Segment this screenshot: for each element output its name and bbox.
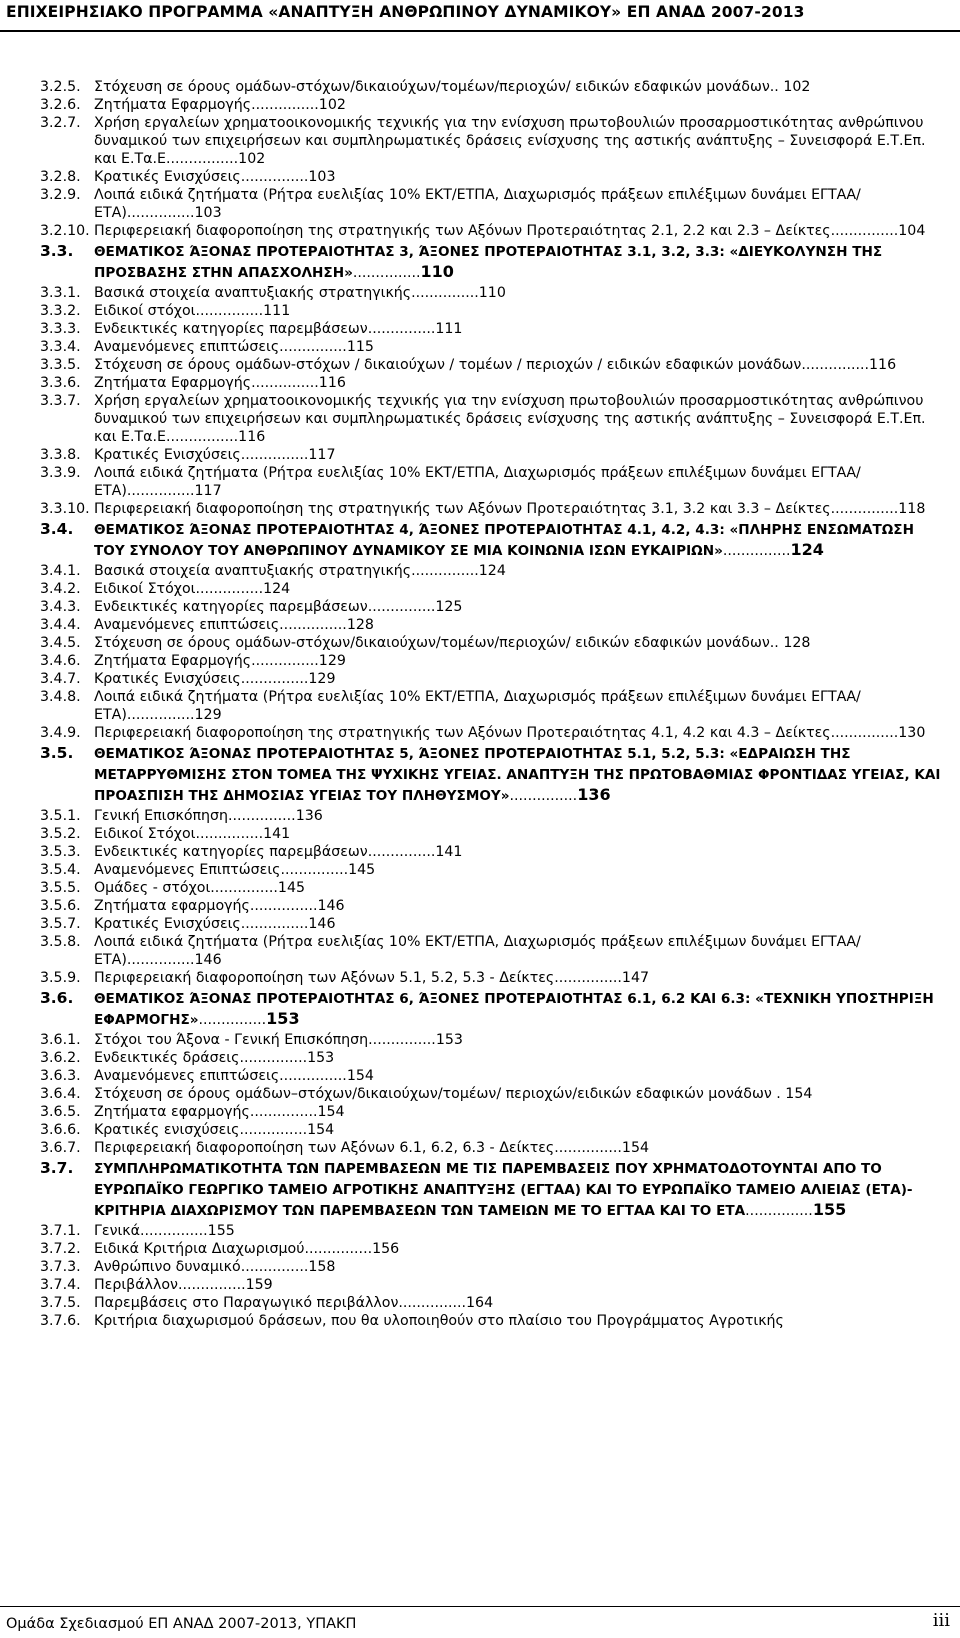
page-footer <box>0 1604 960 1638</box>
toc-title: Στόχοι του Άξονα - Γενική Επισκόπηση <box>94 1032 369 1048</box>
toc-number: 3.5.7. <box>40 916 81 932</box>
toc-page-number: 156 <box>372 1241 400 1257</box>
toc-entry[interactable] <box>0 879 960 897</box>
toc-page-number: 155 <box>812 1200 847 1219</box>
toc-entry[interactable] <box>0 724 960 742</box>
toc-leader: ............... <box>126 952 195 968</box>
toc-entry[interactable] <box>0 688 960 724</box>
page-header <box>0 0 960 33</box>
toc-leader: ............... <box>745 1203 813 1219</box>
toc-page-number: 136 <box>577 785 611 804</box>
toc-page-number: 147 <box>621 970 650 986</box>
toc-title: Κρατικές ενισχύσεις <box>94 1122 240 1138</box>
toc-number: 3.4.7. <box>40 671 81 687</box>
toc-leader: ............... <box>279 1068 347 1084</box>
toc-page-number: 125 <box>435 599 463 615</box>
toc-page-number: 146 <box>308 916 336 932</box>
toc-leader: ............... <box>240 169 309 185</box>
toc-number: 3.7.6. <box>40 1313 81 1329</box>
toc-title: Ενδεικτικές κατηγορίες παρεμβάσεων <box>94 844 368 860</box>
toc-entry[interactable] <box>0 1312 960 1330</box>
toc-title: Ενδεικτικές κατηγορίες παρεμβάσεων <box>94 321 368 337</box>
toc-page-number: 116 <box>869 357 897 373</box>
toc-leader: ............... <box>195 581 264 597</box>
toc-title: Ενδεικτικές κατηγορίες παρεμβάσεων <box>94 599 368 615</box>
toc-number: 3.3.2. <box>40 303 81 319</box>
toc-title: Λοιπά ειδικά ζητήματα (Ρήτρα ευελιξίας 10% ΕΚΤ/ΕΤΠΑ, Διαχωρισμός πράξεων επιλέξιμων δυνάμει ΕΓΤΑΑ/ ΕΤΑ) <box>94 934 861 968</box>
toc-section[interactable] <box>0 520 960 562</box>
toc-entry[interactable] <box>0 356 960 374</box>
toc-number: 3.2.10. <box>40 223 90 239</box>
toc-title: Περιβάλλον <box>94 1277 178 1293</box>
toc-title: Αναμενόμενες επιπτώσεις <box>94 339 280 355</box>
toc-entry[interactable] <box>0 933 960 969</box>
toc-number: 3.4.1. <box>40 563 81 579</box>
toc-leader: ............... <box>352 265 421 281</box>
toc-number: 3.7.1. <box>40 1223 81 1239</box>
toc-leader: ............... <box>509 788 578 804</box>
toc-page-number: 154 <box>346 1068 374 1084</box>
toc-page-number: 110 <box>420 262 454 281</box>
toc-number: 3.3.7. <box>40 393 81 409</box>
toc-page-number: 153 <box>266 1009 300 1028</box>
toc-entry[interactable] <box>0 302 960 320</box>
toc-section[interactable] <box>0 1159 960 1222</box>
toc-section-title: ΘΕΜΑΤΙΚΟΣ ΆΞΟΝΑΣ ΠΡΟΤΕΡΑΙΟΤΗΤΑΣ 6, ΆΞΟΝΕΣ ΠΡΟΤΕΡΑΙΟΤΗΤΑΣ 6.1, 6.2 ΚΑΙ 6.3: «ΤΕΧΝΙΚΗ ΥΠΟΣΤΗΡΙΞΗ ΕΦΑΡΜΟΓΗΣ» <box>94 991 934 1028</box>
toc-leader: ............... <box>249 898 318 914</box>
toc-entry[interactable] <box>0 1049 960 1067</box>
toc-page-number: 115 <box>346 339 374 355</box>
toc-title: Χρήση εργαλείων χρηματοοικονομικής τεχνικής για την ενίσχυση πρωτοβουλιών προσαρμοστικότητας ανθρώπινου δυναμικού των επιχειρήσεων και συμπληρωματικές δράσεις ενίσχυσης της αστικής ανάπτυξης – Συνεισφορά Ε.Τ.Επ. και Ε.Τα.Ε. <box>94 115 926 167</box>
toc-title: Περιφερειακή διαφοροποίηση των Αξόνων 5.1, 5.2, 5.3 - Δείκτες <box>94 970 555 986</box>
toc-page-number: 130 <box>898 725 926 741</box>
toc-page-number: 158 <box>308 1259 336 1275</box>
toc-section-title: ΘΕΜΑΤΙΚΟΣ ΆΞΟΝΑΣ ΠΡΟΤΕΡΑΙΟΤΗΤΑΣ 4, ΆΞΟΝΕΣ ΠΡΟΤΕΡΑΙΟΤΗΤΑΣ 4.1, 4.2, 4.3: «ΠΛΗΡΗΣ ΕΝΣΩΜΑΤΩΣΗ ΤΟΥ ΣΥΝΟΛΟΥ ΤΟΥ ΑΝΘΡΩΠΙΝΟΥ ΔΥΝΑΜΙΚΟΥ ΣΕ ΜΙΑ ΚΟΙΝΩΝΙΑ ΙΣΩΝ ΕΥΚΑΙΡΙΩΝ» <box>94 522 914 559</box>
toc-leader: ............... <box>240 671 309 687</box>
toc-title: Ζητήματα Εφαρμογής <box>94 653 252 669</box>
toc-page-number: 141 <box>263 826 291 842</box>
toc-number: 3.2.9. <box>40 187 81 203</box>
toc-entry[interactable] <box>0 825 960 843</box>
toc-entry[interactable] <box>0 1067 960 1085</box>
toc-entry[interactable] <box>0 1276 960 1294</box>
toc-leader: ............... <box>722 543 791 559</box>
toc-page-number: 111 <box>435 321 463 337</box>
toc-number: 3.6.3. <box>40 1068 81 1084</box>
toc-page-number: 116 <box>238 429 266 445</box>
toc-page-number: 104 <box>898 223 926 239</box>
toc-leader: ............... <box>249 1104 318 1120</box>
toc-title: Λοιπά ειδικά ζητήματα (Ρήτρα ευελιξίας 10% ΕΚΤ/ΕΤΠΑ, Διαχωρισμός πράξεων επιλέξιμων δυνάμει ΕΓΤΑΑ/ΕΤΑ) <box>94 465 861 499</box>
toc-page-number: 124 <box>790 540 824 559</box>
toc-page-number: 102 <box>238 151 266 167</box>
toc-leader: ............... <box>554 970 622 986</box>
toc-entry[interactable] <box>0 338 960 356</box>
toc-entry[interactable] <box>0 1294 960 1312</box>
toc-number: 3.6.2. <box>40 1050 81 1066</box>
toc-title: Παρεμβάσεις στο Παραγωγικό περιβάλλον <box>94 1295 399 1311</box>
toc-number: 3.6.5. <box>40 1104 81 1120</box>
toc-number: 3.4.5. <box>40 635 81 651</box>
toc-entry[interactable] <box>0 464 960 500</box>
toc-leader: ............... <box>240 447 309 463</box>
toc-number: 3.4.4. <box>40 617 81 633</box>
toc-entry[interactable] <box>0 186 960 222</box>
toc-entry[interactable] <box>0 446 960 464</box>
toc-leader: ............... <box>126 483 195 499</box>
toc-entry[interactable] <box>0 1085 960 1103</box>
toc-leader: ............... <box>195 303 264 319</box>
toc-number: 3.7.2. <box>40 1241 81 1257</box>
toc-number: 3.3. <box>40 242 74 260</box>
toc-page-number: 164 <box>466 1295 494 1311</box>
toc-title: Χρήση εργαλείων χρηματοοικονομικής τεχνικής για την ενίσχυση πρωτοβουλιών προσαρμοστικότητας ανθρώπινου δυναμικού των επιχειρήσεων και συμπληρωματικές δράσεις ενίσχυσης της αστικής ανάπτυξης – Συνεισφορά Ε.Τ.Επ. και Ε.Τα.Ε. <box>94 393 926 445</box>
toc-entry[interactable] <box>0 634 960 652</box>
toc-title: Λοιπά ειδικά ζητήματα (Ρήτρα ευελιξίας 10% ΕΚΤ/ΕΤΠΑ, Διαχωρισμός πράξεων επιλέξιμων δυνάμει ΕΓΤΑΑ/ ΕΤΑ) <box>94 689 861 723</box>
toc-page-number: 141 <box>435 844 463 860</box>
toc-title: Αναμενόμενες επιπτώσεις <box>94 617 280 633</box>
toc-number: 3.5.5. <box>40 880 81 896</box>
toc-number: 3.6.4. <box>40 1086 81 1102</box>
toc-entry[interactable] <box>0 1139 960 1157</box>
toc-page-number: 145 <box>277 880 306 896</box>
toc-page-number: 145 <box>348 862 376 878</box>
toc-leader: ............... <box>801 357 870 373</box>
toc-title: Ειδικοί Στόχοι <box>94 826 196 842</box>
toc-page-number: 129 <box>318 653 346 669</box>
toc-entry[interactable] <box>0 96 960 114</box>
toc-leader: ............... <box>251 97 319 113</box>
toc-leader: ............... <box>228 808 296 824</box>
toc-title: Ειδικοί στόχοι <box>94 303 196 319</box>
toc-title: Ζητήματα εφαρμογής <box>94 898 250 914</box>
toc-section-title: ΣΥΜΠΛΗΡΩΜΑΤΙΚΟΤΗΤΑ ΤΩΝ ΠΑΡΕΜΒΑΣΕΩΝ ΜΕ ΤΙΣ ΠΑΡΕΜΒΑΣΕΙΣ ΠΟΥ ΧΡΗΜΑΤΟΔΟΤΟΥΝΤΑΙ ΑΠΟ ΤΟ ΕΥΡΩΠΑΪΚΟ ΓΕΩΡΓΙΚΟ ΤΑΜΕΙΟ ΑΓΡΟΤΙΚΗΣ ΑΝΑΠΤΥΞΗΣ (ΕΓΤΑΑ) ΚΑΙ ΤΟ ΕΥΡΩΠΑΪΚΟ ΤΑΜΕΙΟ ΑΛΙΕΙΑΣ (ΕΤΑ)- ΚΡΙΤΗΡΙΑ ΔΙΑΧΩΡΙΣΜΟΥ ΤΩΝ ΠΑΡΕΜΒΑΣΕΩΝ ΤΩΝ ΤΑΜΕΙΩΝ ΜΕ ΤΟ ΕΓΤΑΑ ΚΑΙ ΤΟ ΕΤΑ <box>94 1161 913 1219</box>
toc-title: Κρατικές Ενισχύσεις <box>94 447 241 463</box>
toc-leader: ............... <box>411 285 479 301</box>
toc-entry[interactable] <box>0 843 960 861</box>
toc-section[interactable] <box>0 989 960 1031</box>
toc-leader: ............... <box>195 826 264 842</box>
toc-title: Κρατικές Ενισχύσεις <box>94 169 241 185</box>
toc-leader: ............... <box>367 321 436 337</box>
toc-number: 3.3.4. <box>40 339 81 355</box>
toc-page-number: 154 <box>307 1122 335 1138</box>
toc-number: 3.3.6. <box>40 375 81 391</box>
toc-section-title: ΘΕΜΑΤΙΚΟΣ ΆΞΟΝΑΣ ΠΡΟΤΕΡΑΙΟΤΗΤΑΣ 3, ΆΞΟΝΕΣ ΠΡΟΤΕΡΑΙΟΤΗΤΑΣ 3.1, 3.2, 3.3: «ΔΙΕΥΚΟΛΥΝΣΗ ΤΗΣ ΠΡΟΣΒΑΣΗΣ ΣΤΗΝ ΑΠΑΣΧΟΛΗΣΗ» <box>94 244 883 281</box>
toc-leader: ............... <box>830 223 899 239</box>
toc-title: Γενικά <box>94 1223 141 1239</box>
toc-leader: ............... <box>240 1259 309 1275</box>
toc-entry[interactable] <box>0 320 960 338</box>
toc-leader: ............... <box>170 151 239 167</box>
toc-title: Αναμενόμενες επιπτώσεις <box>94 1068 280 1084</box>
toc-entry[interactable] <box>0 114 960 168</box>
toc-title: Στόχευση σε όρους ομάδων-στόχων/δικαιούχων/τομέων/περιοχών/ ειδικών εδαφικών μονάδων.. 128 <box>94 635 811 651</box>
toc-number: 3.6.6. <box>40 1122 81 1138</box>
toc-entry[interactable] <box>0 670 960 688</box>
toc-leader: ............... <box>411 563 479 579</box>
toc-section-title: ΘΕΜΑΤΙΚΟΣ ΆΞΟΝΑΣ ΠΡΟΤΕΡΑΙΟΤΗΤΑΣ 5, ΆΞΟΝΕΣ ΠΡΟΤΕΡΑΙΟΤΗΤΑΣ 5.1, 5.2, 5.3: «ΕΔΡΑΙΩΣΗ ΤΗΣ ΜΕΤΑΡΡΥΘΜΙΣΗΣ ΣΤΟΝ ΤΟΜΕΑ ΤΗΣ ΨΥΧΙΚΗΣ ΥΓΕΙΑΣ. ΑΝΑΠΤΥΞΗ ΤΗΣ ΠΡΩΤΟΒΑΘΜΙΑΣ ΦΡΟΝΤΙΔΑΣ ΥΓΕΙΑΣ, ΚΑΙ ΠΡΟΑΣΠΙΣΗ ΤΗΣ ΔΗΜΟΣΙΑΣ ΥΓΕΙΑΣ ΤΟΥ ΠΛΗΘΥΣΜΟΥ» <box>94 746 941 804</box>
toc-title: Γενική Επισκόπηση <box>94 808 229 824</box>
toc-leader: ............... <box>280 862 349 878</box>
toc-title: Λοιπά ειδικά ζητήματα (Ρήτρα ευελιξίας 10% ΕΚΤ/ΕΤΠΑ, Διαχωρισμός πράξεων επιλέξιμων δυνάμει ΕΓΤΑΑ/ΕΤΑ) <box>94 187 861 221</box>
toc-page-number: 111 <box>263 303 291 319</box>
toc-page-number: 118 <box>898 501 926 517</box>
toc-title: Αναμενόμενες Επιπτώσεις <box>94 862 281 878</box>
toc-page-number: 129 <box>308 671 336 687</box>
toc-entry[interactable] <box>0 78 960 96</box>
footer-rule <box>0 1606 960 1607</box>
toc-entry[interactable] <box>0 861 960 879</box>
toc-leader: ............... <box>140 1223 208 1239</box>
toc-leader: ............... <box>830 725 899 741</box>
toc-page-number: 117 <box>194 483 222 499</box>
toc-leader: ............... <box>251 375 319 391</box>
toc-title: Περιφερειακή διαφοροποίηση της στρατηγικής των Αξόνων Προτεραιότητας 4.1, 4.2 και 4.3 – Δείκτες <box>94 725 831 741</box>
toc-number: 3.6.1. <box>40 1032 81 1048</box>
toc-number: 3.6. <box>40 989 74 1007</box>
toc-entry[interactable] <box>0 1121 960 1139</box>
toc-number: 3.7.3. <box>40 1259 81 1275</box>
toc-entry[interactable] <box>0 284 960 302</box>
toc-title: Περιφερειακή διαφοροποίηση των Αξόνων 6.1, 6.2, 6.3 - Δείκτες <box>94 1140 555 1156</box>
toc-number: 3.6.7. <box>40 1140 81 1156</box>
toc-number: 3.5.1. <box>40 808 81 824</box>
toc-number: 3.5.3. <box>40 844 81 860</box>
toc-number: 3.5.8. <box>40 934 81 950</box>
toc-entry[interactable] <box>0 392 960 446</box>
footer-text: Ομάδα Σχεδιασμού ΕΠ ΑΝΑΔ 2007-2013, ΥΠΑΚΠ <box>6 1616 357 1632</box>
toc-entry[interactable] <box>0 562 960 580</box>
toc-page-number: 117 <box>308 447 336 463</box>
toc-entry[interactable] <box>0 500 960 518</box>
toc-section[interactable] <box>0 744 960 807</box>
toc-leader: ............... <box>304 1241 373 1257</box>
toc-entry[interactable] <box>0 616 960 634</box>
toc-number: 3.7.5. <box>40 1295 81 1311</box>
toc-entry[interactable] <box>0 915 960 933</box>
toc-entry[interactable] <box>0 807 960 825</box>
toc-page-number: 102 <box>318 97 346 113</box>
toc-leader: ............... <box>830 501 899 517</box>
header-title: ΕΠΙΧΕΙΡΗΣΙΑΚΟ ΠΡΟΓΡΑΜΜΑ «ΑΝΑΠΤΥΞΗ ΑΝΘΡΩΠΙΝΟΥ ΔΥΝΑΜΙΚΟΥ» ΕΠ ΑΝΑΔ 2007-2013 <box>6 3 805 21</box>
toc-number: 3.7.4. <box>40 1277 81 1293</box>
toc-page-number: 129 <box>194 707 222 723</box>
toc-title: Κρατικές Ενισχύσεις <box>94 916 241 932</box>
toc-number: 3.5.2. <box>40 826 81 842</box>
toc-leader: ............... <box>177 1277 246 1293</box>
toc-entry[interactable] <box>0 1103 960 1121</box>
toc-number: 3.3.8. <box>40 447 81 463</box>
toc-leader: ............... <box>367 844 436 860</box>
toc-page-number: 153 <box>435 1032 463 1048</box>
toc-title: Στόχευση σε όρους ομάδων–στόχων/δικαιούχων/τομέων/ περιοχών/ειδικών εδαφικών μονάδων . 154 <box>94 1086 813 1102</box>
toc-title: Ζητήματα εφαρμογής <box>94 1104 250 1120</box>
toc-leader: ............... <box>240 916 309 932</box>
toc-number: 3.5.9. <box>40 970 81 986</box>
toc-entry[interactable] <box>0 1258 960 1276</box>
toc-entry[interactable] <box>0 1031 960 1049</box>
toc-page-number: 124 <box>478 563 506 579</box>
toc-page-number: 159 <box>245 1277 273 1293</box>
toc-title: Στόχευση σε όρους ομάδων-στόχων / δικαιούχων / τομέων / περιοχών / ειδικών εδαφικών μονάδων <box>94 357 802 373</box>
toc-number: 3.3.10. <box>40 501 90 517</box>
toc-number: 3.2.8. <box>40 169 81 185</box>
toc-page-number: 110 <box>478 285 506 301</box>
toc-page-number: 154 <box>621 1140 650 1156</box>
toc-number: 3.2.5. <box>40 79 81 95</box>
toc-title: Ειδικοί Στόχοι <box>94 581 196 597</box>
toc-number: 3.4.2. <box>40 581 81 597</box>
toc-entry[interactable] <box>0 374 960 392</box>
toc-title: Στόχευση σε όρους ομάδων-στόχων/δικαιούχων/τομέων/περιοχών/ ειδικών εδαφικών μονάδων.. 102 <box>94 79 811 95</box>
toc-leader: ............... <box>170 429 239 445</box>
toc-title: Βασικά στοιχεία αναπτυξιακής στρατηγικής <box>94 285 412 301</box>
toc-page-number: 146 <box>194 952 222 968</box>
toc-number: 3.3.5. <box>40 357 81 373</box>
toc-page-number: 116 <box>318 375 346 391</box>
toc-section[interactable] <box>0 242 960 284</box>
toc-leader: ............... <box>398 1295 467 1311</box>
toc-leader: ............... <box>367 599 436 615</box>
toc-number: 3.5.6. <box>40 898 81 914</box>
toc-title: Ζητήματα Εφαρμογής <box>94 375 252 391</box>
toc-number: 3.5.4. <box>40 862 81 878</box>
toc-leader: ............... <box>239 1050 308 1066</box>
toc-number: 3.4.3. <box>40 599 81 615</box>
toc-number: 3.7. <box>40 1159 74 1177</box>
toc-number: 3.5. <box>40 744 74 762</box>
toc-page-number: 153 <box>307 1050 335 1066</box>
toc-leader: ............... <box>554 1140 622 1156</box>
toc-page-number: 103 <box>194 205 222 221</box>
toc-title: Ανθρώπινο δυναμικό <box>94 1259 241 1275</box>
table-of-contents <box>0 78 960 1330</box>
toc-entry[interactable] <box>0 598 960 616</box>
toc-leader: ............... <box>126 707 195 723</box>
toc-leader: ............... <box>239 1122 308 1138</box>
toc-leader: ............... <box>251 653 319 669</box>
toc-page-number: 103 <box>308 169 336 185</box>
toc-page-number: 146 <box>317 898 345 914</box>
toc-number: 3.2.6. <box>40 97 81 113</box>
toc-title: Περιφερειακή διαφοροποίηση της στρατηγικής των Αξόνων Προτεραιότητας 2.1, 2.2 και 2.3 – Δείκτες <box>94 223 831 239</box>
page-number: iii <box>932 1610 950 1631</box>
toc-title: Ομάδες - στόχοι <box>94 880 211 896</box>
toc-number: 3.4.8. <box>40 689 81 705</box>
toc-leader: ............... <box>210 880 278 896</box>
toc-entry[interactable] <box>0 1240 960 1258</box>
toc-title: Κριτήρια διαχωρισμού δράσεων, που θα υλοποιηθούν στο πλαίσιο του Προγράμματος Αγροτικής <box>94 1313 784 1329</box>
toc-entry[interactable] <box>0 1222 960 1240</box>
toc-leader: ............... <box>198 1012 267 1028</box>
toc-entry[interactable] <box>0 580 960 598</box>
toc-entry[interactable] <box>0 222 960 240</box>
toc-title: Βασικά στοιχεία αναπτυξιακής στρατηγικής <box>94 563 412 579</box>
toc-number: 3.4.6. <box>40 653 81 669</box>
toc-page-number: 136 <box>295 808 323 824</box>
toc-page-number: 155 <box>207 1223 235 1239</box>
toc-title: Ενδεικτικές δράσεις <box>94 1050 240 1066</box>
toc-title: Ειδικά Κριτήρια Διαχωρισμού <box>94 1241 305 1257</box>
toc-number: 3.4. <box>40 520 74 538</box>
toc-title: Περιφερειακή διαφοροποίηση της στρατηγικής των Αξόνων Προτεραιότητας 3.1, 3.2 και 3.3 – Δείκτες <box>94 501 831 517</box>
toc-leader: ............... <box>368 1032 436 1048</box>
toc-entry[interactable] <box>0 897 960 915</box>
toc-number: 3.3.3. <box>40 321 81 337</box>
header-rule <box>0 30 960 32</box>
toc-number: 3.3.1. <box>40 285 81 301</box>
toc-entry[interactable] <box>0 168 960 186</box>
toc-title: Κρατικές Ενισχύσεις <box>94 671 241 687</box>
toc-page-number: 128 <box>346 617 374 633</box>
toc-number: 3.3.9. <box>40 465 81 481</box>
toc-entry[interactable] <box>0 652 960 670</box>
toc-title: Ζητήματα Εφαρμογής <box>94 97 252 113</box>
toc-page-number: 154 <box>317 1104 345 1120</box>
toc-number: 3.4.9. <box>40 725 81 741</box>
toc-leader: ............... <box>279 339 347 355</box>
toc-entry[interactable] <box>0 969 960 987</box>
toc-leader: ............... <box>126 205 195 221</box>
toc-number: 3.2.7. <box>40 115 81 131</box>
toc-page-number: 124 <box>263 581 291 597</box>
toc-leader: ............... <box>279 617 347 633</box>
